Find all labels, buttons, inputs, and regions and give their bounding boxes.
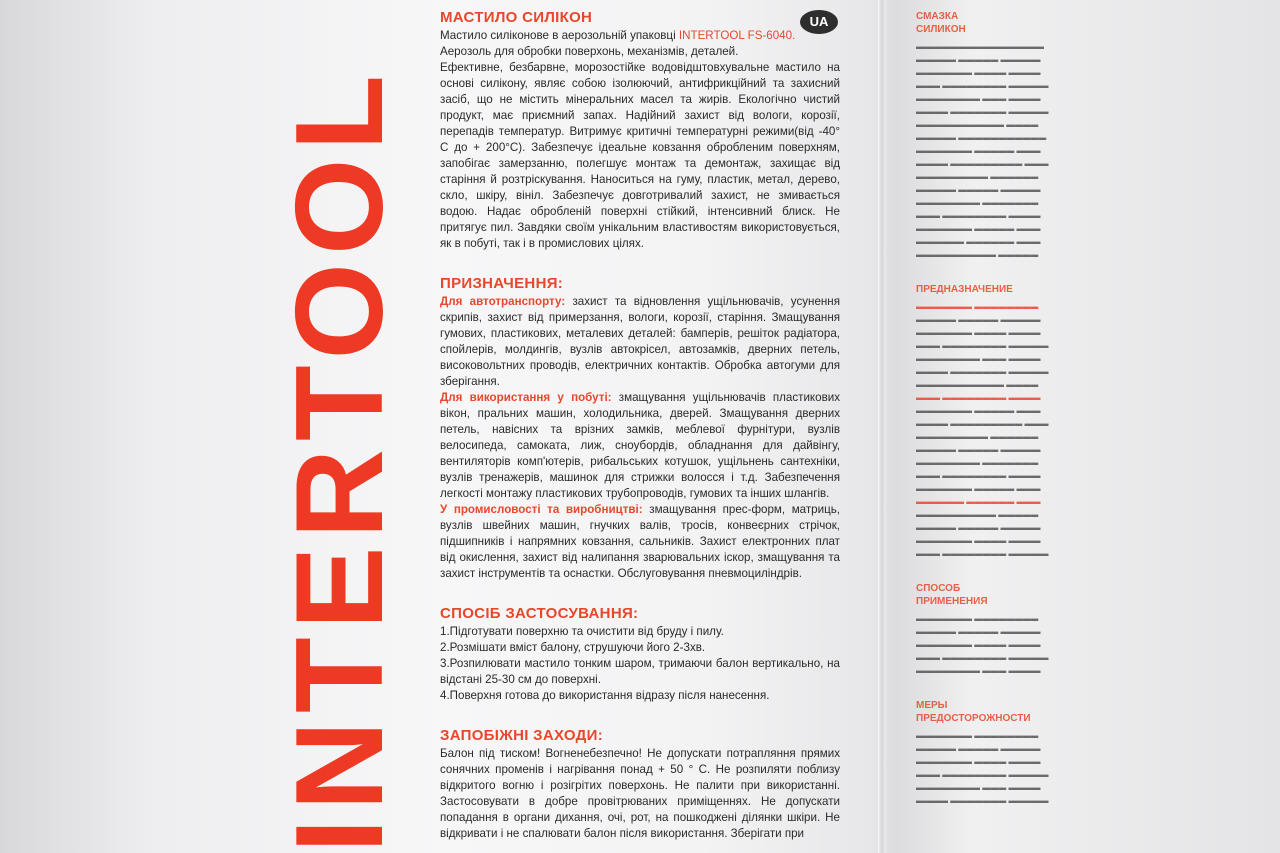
usage-step-2: 2.Розмішати вміст балону, струшуючи його 2-3хв. [440, 641, 706, 654]
safety-heading: ЗАПОБІЖНІ ЗАХОДИ: [440, 727, 604, 744]
usage-heading: СПОСІБ ЗАСТОСУВАННЯ: [440, 605, 639, 622]
intro-line-2: Аерозоль для обробки поверхонь, механізмів, деталей. [440, 45, 739, 58]
label-seam [878, 0, 886, 853]
purpose-home: Для використання у побуті: змащування ущільнювачів пластикових вікон, пральних машин, холодильника, дверей. Змащування дверних петель, навісних та врізних замків, меблевої фурнітури, вузлів велосипеда, самоката, лиж, сноубордів, обладнання для дайвінгу, вентиляторів комп'ютерів, рибальських котушок, ущільнень сантехніки, вузлів тренажерів, машинок для стрижки волосся і т.д. Забезпечення легкості монтажу пластикових трубопроводів, гумових та інших шлангів. [440, 391, 841, 500]
side-usage-heading: СПОСОБ ПРИМЕНЕНИЯ [916, 583, 988, 607]
usage-step-4: 4.Поверхня готова до використання відразу після нанесення. [440, 689, 770, 702]
usage-step-3: 3.Розпилювати мастило тонким шаром, тримаючи балон вертикально, на відстані 25-30 см до поверхні. [440, 657, 840, 686]
product-title: МАСТИЛО СИЛІКОН [440, 9, 593, 26]
purpose-industry: У промисловості та виробництві: змащування прес-форм, матриць, вузлів швейних машин, гнучких валів, тросів, конвеєрних стрічок, підшипників і напрямних ковзання, сальників. Захист електронних плат від окислення, захист від налипання зварювальних іскор, змащування та захист інструментів та оснастки. Обслуговування пневмоциліндрів. [440, 503, 840, 580]
safety-text: Балон під тиском! Вогненебезпечно! Не допускати потрапляння прямих сонячних променів і нагрівання понад + 50 ° С. Не розпиляти поблизу відкритого вогню і розігрітих поверхонь. Не палити при використанні. Застосовувати в добре провітрюваних приміщеннях. Не допускати попадання в органи дихання, очі, рот, на пошкоджені ділянки шкіри. Не відкривати і не спалювати балон після використання. Зберігати при [440, 747, 840, 840]
side-purpose-heading: ПРЕДНАЗНАЧЕНИЕ [916, 284, 1013, 295]
purpose-heading: ПРИЗНАЧЕННЯ: [440, 275, 564, 292]
usage-step-1: 1.Підготувати поверхню та очистити від бруду і пилу. [440, 625, 724, 638]
purpose-auto: Для автотранспорту: захист та відновлення ущільнювачів, усунення скрипів, захист від примерзання, вологи, корозії, старіння. Змащування гумових, пластикових, металевих деталей: бамперів, решіток радіатора, спойлерів, молдингів, вузлів автокрісел, автозамків, дверних петель, високовольтних проводів, електричних контактів. Обробка автогуми для зберігання. [440, 295, 840, 388]
side-title: СМАЗКА СИЛИКОН [916, 11, 966, 35]
label-text-block [440, 8, 840, 842]
brand-logo: INTERTOOL [271, 66, 409, 853]
intro-line-1: Мастило силіконове в аерозольній упаковці INTERTOOL FS-6040. [440, 29, 796, 42]
ua-badge: UA [800, 10, 838, 34]
side-panel-text: СМАЗКА СИЛИКОН ▬▬▬▬▬▬▬▬▬▬▬▬▬▬▬▬ ▬▬▬▬▬ ▬▬▬▬▬ ▬▬▬▬▬ ▬▬▬▬▬▬▬ ▬▬▬▬ ▬▬▬▬ ▬▬▬ ▬▬▬▬▬▬▬▬ ▬▬▬▬▬ ▬▬▬▬▬▬▬▬ ▬▬▬ ▬▬▬▬ ▬▬▬▬ ▬▬▬▬▬▬▬ ▬▬▬▬▬ ▬▬▬▬▬▬▬▬▬▬▬ ▬▬▬▬ ▬▬▬▬▬ ▬▬▬▬▬▬▬▬▬▬▬ ▬▬▬▬▬▬▬ ▬▬▬▬▬ ▬▬▬ ▬▬▬▬ ▬▬▬▬▬▬▬▬▬ ▬▬▬ ▬▬▬▬▬▬▬▬▬ ▬▬▬▬▬▬ ▬▬▬▬▬ ▬▬▬▬▬ ▬▬▬▬▬ ▬▬▬▬▬▬▬▬ ▬▬▬▬▬▬▬ ▬▬▬ ▬▬▬▬▬▬▬▬ ▬▬▬▬ ▬▬▬▬▬▬▬ ▬▬▬▬▬ ▬▬▬ ▬▬▬▬▬▬ ▬▬▬▬▬▬ ▬▬▬ ▬▬▬▬▬▬▬▬▬▬ ▬▬▬▬▬ ПРЕДНАЗНАЧЕНИЕ ▬▬▬▬▬▬▬ ▬▬▬▬▬▬▬▬ ▬▬▬▬▬ ▬▬▬▬▬ ▬▬▬▬▬ ▬▬▬▬▬▬▬ ▬▬▬▬ ▬▬▬▬ ▬▬▬ ▬▬▬▬▬▬▬▬ ▬▬▬▬▬ ▬▬▬▬▬▬▬▬ ▬▬▬ ▬▬▬▬ ▬▬▬▬ ▬▬▬▬▬▬▬ ▬▬▬▬▬ ▬▬▬▬▬▬▬▬▬▬▬ ▬▬▬▬ ▬▬▬ ▬▬▬▬▬▬▬▬ ▬▬▬▬ ▬▬▬▬▬▬▬ ▬▬▬▬▬ ▬▬▬ ▬▬▬▬ ▬▬▬▬▬▬▬▬▬ ▬▬▬ ▬▬▬▬▬▬▬▬▬ ▬▬▬▬▬▬ ▬▬▬▬▬ ▬▬▬▬▬ ▬▬▬▬▬ ▬▬▬▬▬▬▬▬ ▬▬▬▬▬▬▬ ▬▬▬ ▬▬▬▬▬▬▬▬ ▬▬▬▬ ▬▬▬▬▬▬▬ ▬▬▬▬▬ ▬▬▬ ▬▬▬▬▬▬ ▬▬▬▬▬▬ ▬▬▬ ▬▬▬▬▬▬▬▬▬▬ ▬▬▬▬▬ ▬▬▬▬▬ ▬▬▬▬▬ ▬▬▬▬▬ ▬▬▬▬▬▬▬ ▬▬▬▬ ▬▬▬▬ ▬▬▬ ▬▬▬▬▬▬▬▬ ▬▬▬▬▬ СПОСОБ ПРИМЕНЕНИЯ ▬▬▬▬▬▬▬ ▬▬▬▬▬▬▬▬ ▬▬▬▬▬ ▬▬▬▬▬ ▬▬▬▬▬ ▬▬▬▬▬▬▬ ▬▬▬▬ ▬▬▬▬ ▬▬▬ ▬▬▬▬▬▬▬▬ ▬▬▬▬▬ ▬▬▬▬▬▬▬▬ ▬▬▬ ▬▬▬▬ МЕРЫ ПРЕДОСТОРОЖНОСТИ ▬▬▬▬▬▬▬ ▬▬▬▬▬▬▬▬ ▬▬▬▬▬ ▬▬▬▬▬ ▬▬▬▬▬ ▬▬▬▬▬▬▬ ▬▬▬▬ ▬▬▬▬ ▬▬▬ ▬▬▬▬▬▬▬▬ ▬▬▬▬▬ ▬▬▬▬▬▬▬▬ ▬▬▬ ▬▬▬▬ ▬▬▬▬ ▬▬▬▬▬▬▬ ▬▬▬▬▬ [916, 11, 1049, 805]
side-safety-heading: МЕРЫ ПРЕДОСТОРОЖНОСТИ [916, 700, 1031, 724]
product-code: INTERTOOL FS-6040. [678, 29, 796, 42]
product-description: Ефективне, безбарвне, морозостійке водовідштовхувальне мастило на основі силікону, являє собою ізолюючий, антифрикційний та захисний засіб, що не містить мінеральних масел та жирів. Екологічно чистий продукт, має приємний запах. Надійний захист від вологи, корозії, перепадів температур. Витримує критичні температурні режими(від -40° С до + 200°С). Забезпечує ідеальне ковзання обробленим поверхням, запобігає замерзанню, полегшує монтаж та демонтаж, захищає від старіння й розтріскування. Наноситься на гуму, пластик, метал, дерево, скло, шкіру, вініл. Забезпечує довготривалий захист, не змивається водою. Надає обробленій поверхні стійкий, інтенсивний блиск. Не притягує пил. Завдяки своїм унікальним властивостям використовується, як в побуті, так і в промислових цілях. [440, 61, 840, 250]
